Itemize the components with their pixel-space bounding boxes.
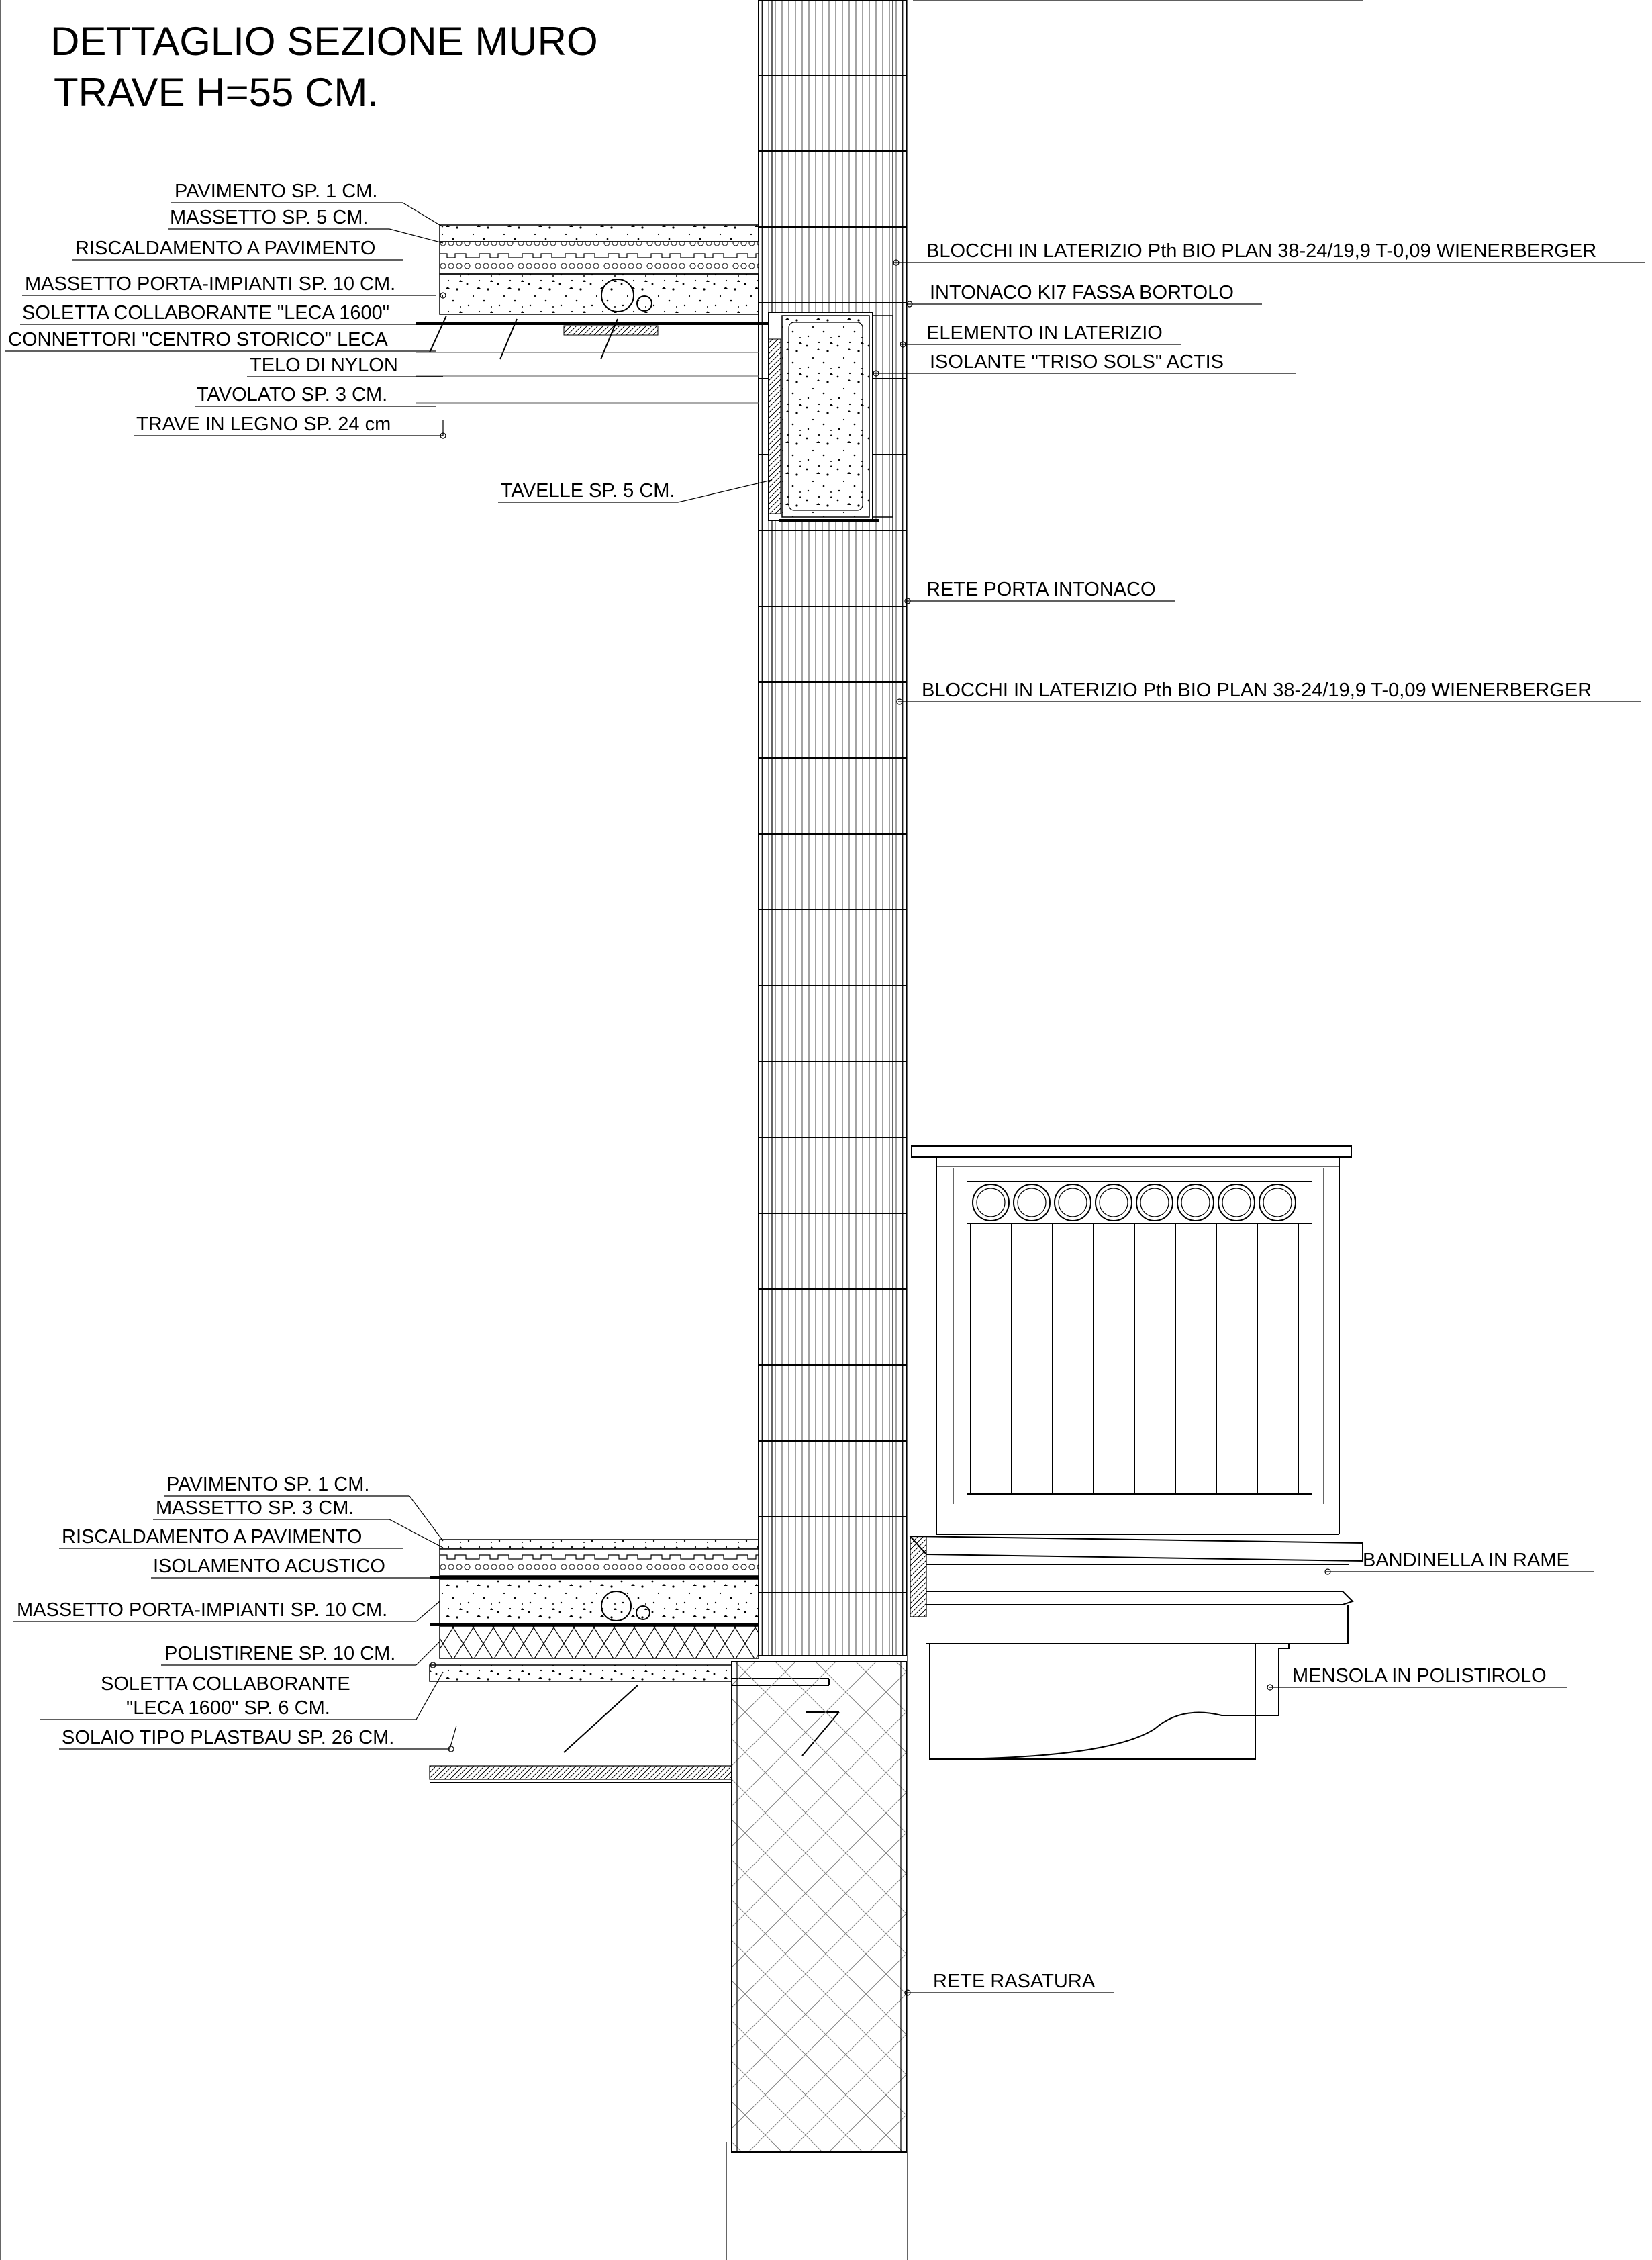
lower-wall-column [732, 1662, 906, 2152]
balcony-slab [910, 1536, 1363, 1759]
label-solaio-plastbau: SOLAIO TIPO PLASTBAU SP. 26 CM. [62, 1727, 395, 1748]
label-soletta-upper: SOLETTA COLLABORANTE "LECA 1600" [22, 302, 390, 324]
label-massetto-lower: MASSETTO SP. 3 CM. [156, 1497, 354, 1519]
drawing-title-line1: DETTAGLIO SEZIONE MURO [50, 19, 598, 64]
mensola-profile-icon [933, 1644, 1289, 1759]
label-bandinella: BANDINELLA IN RAME [1363, 1550, 1569, 1571]
label-intonaco: INTONACO KI7 FASSA BORTOLO [930, 282, 1234, 303]
label-riscaldamento-lower: RISCALDAMENTO A PAVIMENTO [62, 1526, 362, 1548]
label-elemento-laterizio: ELEMENTO IN LATERIZIO [926, 322, 1163, 344]
label-mensola: MENSOLA IN POLISTIROLO [1292, 1665, 1547, 1687]
label-massetto-upper: MASSETTO SP. 5 CM. [170, 207, 369, 228]
label-trave-legno: TRAVE IN LEGNO SP. 24 cm [136, 414, 391, 435]
label-pavimento-upper: PAVIMENTO SP. 1 CM. [175, 181, 378, 202]
label-tavelle: TAVELLE SP. 5 CM. [501, 480, 675, 502]
wall-brick-blocks [759, 0, 906, 1656]
right-labels [873, 240, 1645, 1993]
label-telo-nylon: TELO DI NYLON [250, 355, 398, 376]
label-isolamento-acustico: ISOLAMENTO ACUSTICO [153, 1556, 385, 1577]
label-rete-rasatura: RETE RASATURA [933, 1971, 1096, 1992]
label-blocchi-upper: BLOCCHI IN LATERIZIO Pth BIO PLAN 38-24/19,9 T-0,09 WIENERBERGER [926, 240, 1597, 262]
label-massetto-impianti-lower: MASSETTO PORTA-IMPIANTI SP. 10 CM. [17, 1599, 388, 1621]
label-massetto-impianti-upper: MASSETTO PORTA-IMPIANTI SP. 10 CM. [25, 273, 396, 295]
label-rete-porta-intonaco: RETE PORTA INTONACO [926, 579, 1156, 600]
lower-left-labels [13, 1474, 456, 1749]
label-soletta-lower-1: SOLETTA COLLABORANTE [101, 1673, 350, 1695]
label-soletta-lower-2: "LECA 1600" SP. 6 CM. [126, 1697, 330, 1719]
label-pavimento-lower: PAVIMENTO SP. 1 CM. [166, 1474, 370, 1495]
label-isolante-triso: ISOLANTE "TRISO SOLS" ACTIS [930, 351, 1224, 373]
label-blocchi-lower: BLOCCHI IN LATERIZIO Pth BIO PLAN 38-24/19,9 T-0,09 WIENERBERGER [922, 679, 1592, 701]
label-riscaldamento-upper: RISCALDAMENTO A PAVIMENTO [75, 238, 376, 259]
drawing-title-line2: TRAVE H=55 CM. [54, 70, 379, 115]
concrete-beam [769, 312, 893, 520]
label-polistirene: POLISTIRENE SP. 10 CM. [164, 1643, 396, 1664]
upper-floor-section [416, 225, 779, 403]
balcony-railing [912, 1146, 1351, 1534]
label-connettori: CONNETTORI "CENTRO STORICO" LECA [8, 329, 388, 350]
label-tavolato: TAVOLATO SP. 3 CM. [197, 384, 388, 406]
